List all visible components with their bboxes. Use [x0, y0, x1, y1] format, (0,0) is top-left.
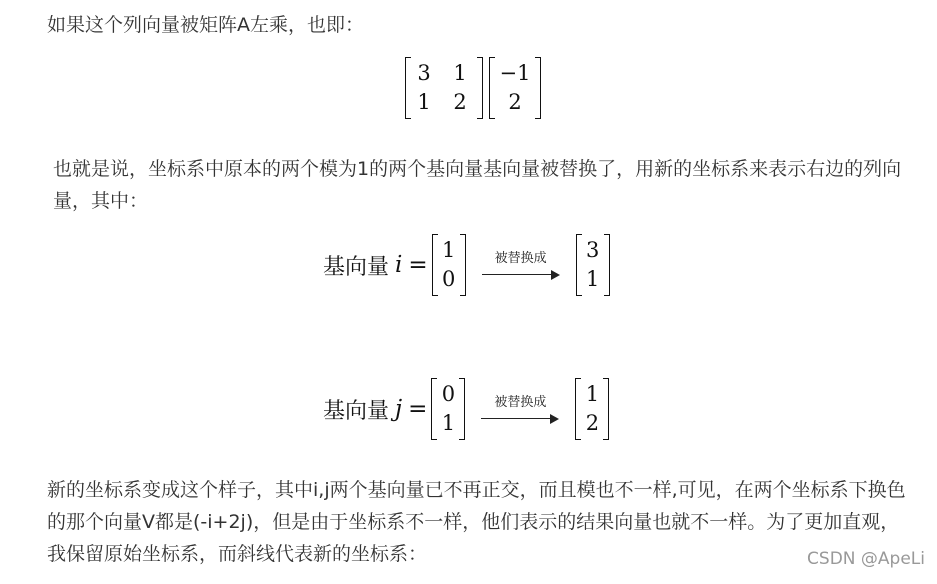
matrix-a-cell: 1 — [453, 61, 467, 85]
vector-cell: 1 — [585, 382, 600, 406]
basis-j-original — [431, 378, 465, 440]
vector-cell: 2 — [585, 411, 600, 435]
matrix-a-cell: 1 — [417, 90, 431, 114]
vector-cell: 1 — [585, 267, 600, 291]
paragraph-explanation: 也就是说，坐标系中原本的两个模为1的两个基向量基向量被替换了，用新的坐标系来表示右边的列向量，其中： — [53, 158, 902, 212]
csdn-watermark: CSDN @ApeLi — [807, 549, 925, 569]
column-vector — [489, 57, 541, 119]
basis-vector-label: 基向量 — [323, 397, 390, 423]
equals-sign: = — [408, 252, 428, 278]
right-arrow-icon — [482, 270, 560, 280]
basis-j-replaced — [575, 378, 609, 440]
matrix-product-equation — [405, 57, 541, 119]
equals-sign: = — [408, 396, 428, 422]
basis-j-equation — [323, 378, 609, 440]
paragraph-intro: 如果这个列向量被矩阵A左乘，也即： — [47, 14, 364, 36]
basis-i-replaced — [576, 234, 610, 296]
replace-arrow-label: 被替换成 — [494, 250, 547, 266]
matrix-a — [405, 57, 483, 119]
basis-i-equation — [323, 234, 610, 296]
right-arrow-icon — [481, 414, 559, 424]
vector-cell: 0 — [441, 382, 456, 406]
vector-cell: 0 — [441, 267, 456, 291]
vector-cell: 2 — [508, 90, 522, 114]
basis-var-j: j — [395, 396, 403, 422]
basis-i-original — [432, 234, 466, 296]
replace-arrow — [482, 251, 560, 280]
vector-cell: 1 — [441, 411, 456, 435]
vector-cell: 1 — [441, 238, 456, 262]
paragraph-conclusion: 新的坐标系变成这个样子，其中i,j两个基向量已不再正交，而且模也不一样,可见，在两个坐标系下换色的那个向量V都是(-i+2j)，但是由于坐标系不一样，他们表示的结果向量也就不一样。为了更加直观，我保留原始坐标系，而斜线代表新的坐标系： — [47, 479, 906, 565]
basis-vector-label: 基向量 — [323, 253, 390, 279]
replace-arrow — [481, 395, 559, 424]
matrix-a-cell: 3 — [417, 61, 431, 85]
basis-var-i: i — [395, 252, 403, 278]
vector-cell: −1 — [499, 61, 531, 85]
matrix-a-cell: 2 — [453, 90, 467, 114]
replace-arrow-label: 被替换成 — [494, 394, 547, 410]
vector-cell: 3 — [585, 238, 600, 262]
